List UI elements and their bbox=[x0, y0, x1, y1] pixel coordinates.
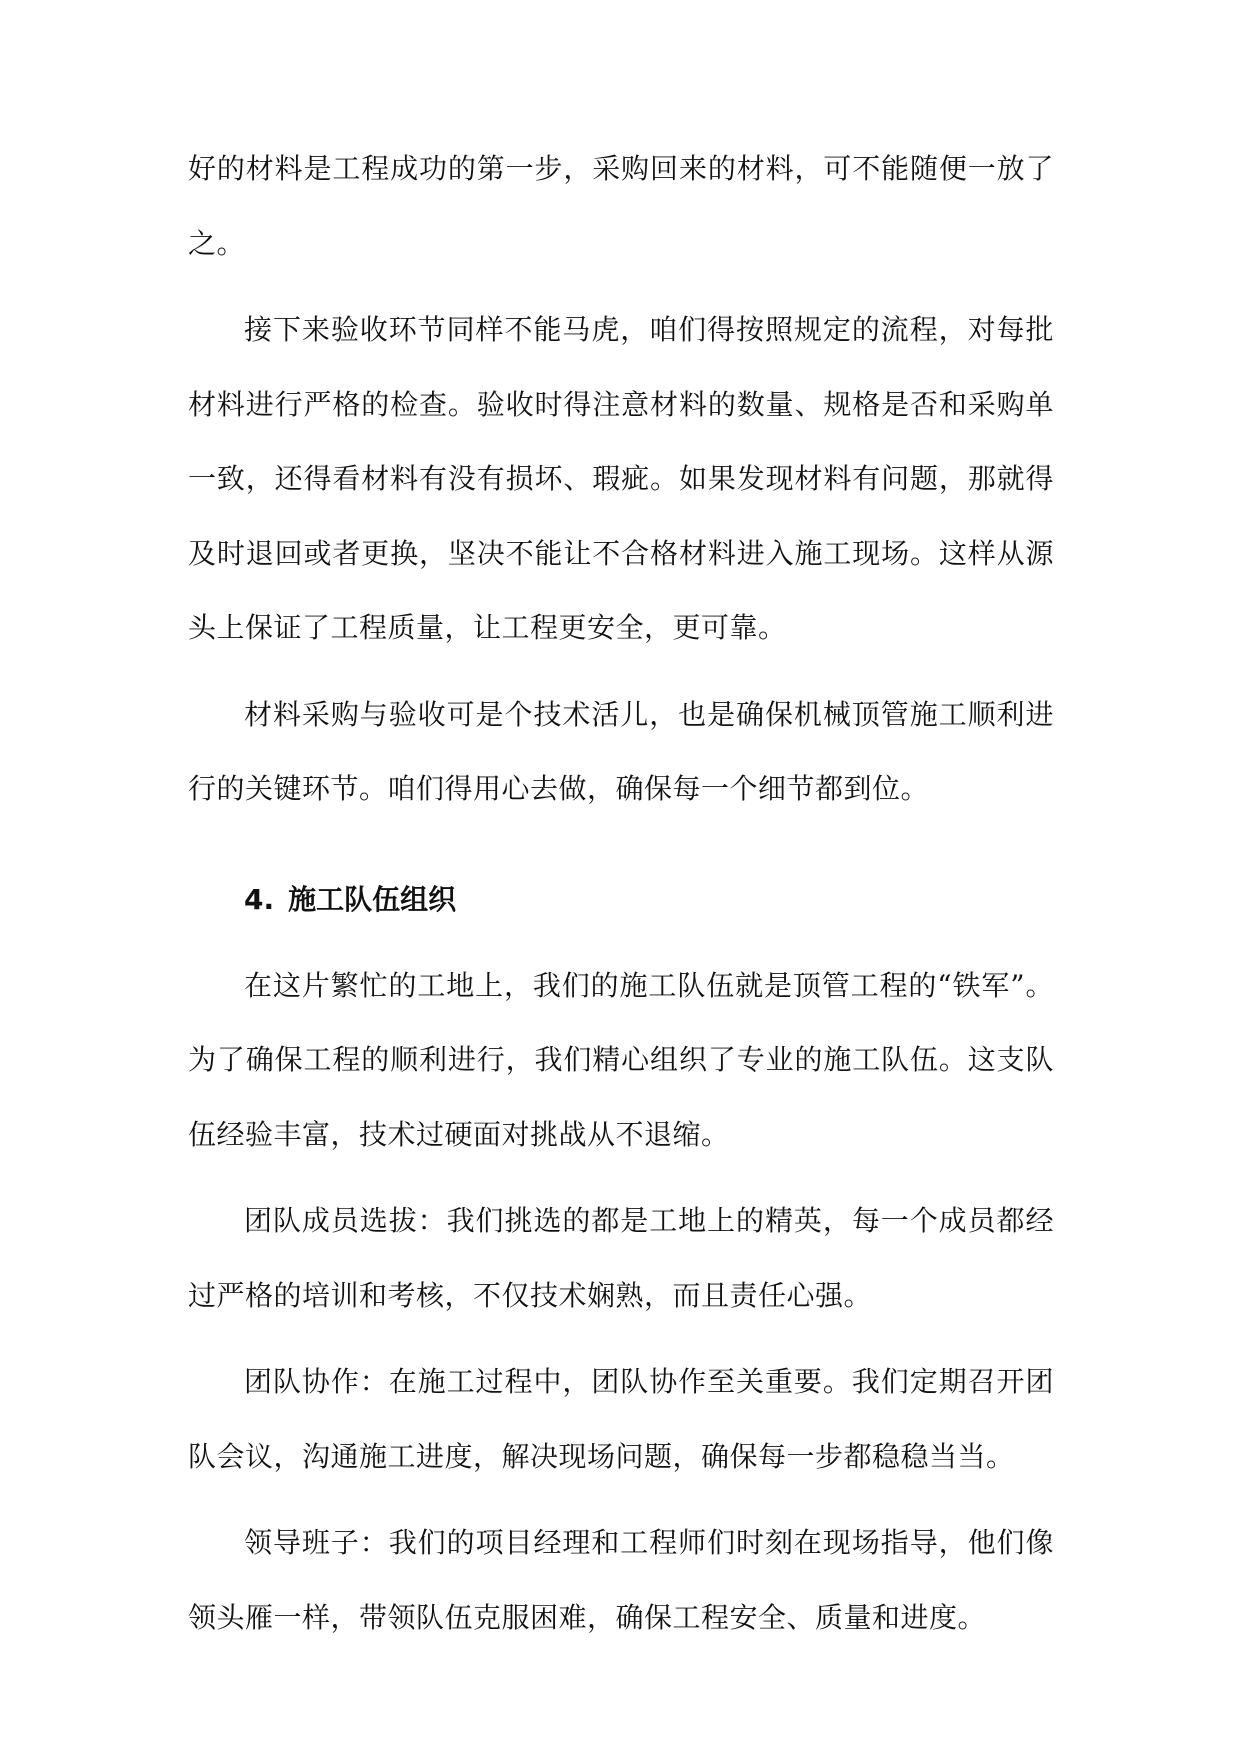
document-body bbox=[188, 132, 1054, 1667]
paragraph-leadership: 领导班子：我们的项目经理和工程师们时刻在现场指导，他们像领头雁一样，带领队伍克服困难，确保工程安全、质量和进度。 bbox=[188, 1526, 1054, 1634]
paragraph-summary: 材料采购与验收可是个技术活儿，也是确保机械顶管施工顺利进行的关键环节。咱们得用心去做，确保每一个细节都到位。 bbox=[188, 697, 1054, 805]
section-title: 施工队伍组织 bbox=[288, 882, 457, 916]
section-number: 4. bbox=[244, 882, 275, 916]
paragraph-team-collaboration: 团队协作：在施工过程中，团队协作至关重要。我们定期召开团队会议，沟通施工进度，解决现场问题，确保每一步都稳稳当当。 bbox=[188, 1365, 1054, 1473]
paragraph-member-selection: 团队成员选拔：我们挑选的都是工地上的精英，每一个成员都经过严格的培训和考核，不仅技术娴熟，而且责任心强。 bbox=[188, 1204, 1054, 1312]
paragraph-continuation: 好的材料是工程成功的第一步，采购回来的材料，可不能随便一放了之。 bbox=[188, 152, 1054, 260]
section-heading bbox=[188, 863, 1054, 937]
paragraph-acceptance: 接下来验收环节同样不能马虎，咱们得按照规定的流程，对每批材料进行严格的检查。验收时得注意材料的数量、规格是否和采购单一致，还得看材料有没有损坏、瑕疵。如果发现材料有问题，那就得及时退回或者更换，坚决不能让不合格材料进入施工现场。这样从源头上保证了工程质量，让工程更安全，更可靠。 bbox=[188, 313, 1054, 644]
paragraph-team-intro: 在这片繁忙的工地上，我们的施工队伍就是顶管工程的“铁军”。为了确保工程的顺利进行，我们精心组织了专业的施工队伍。这支队伍经验丰富，技术过硬面对挑战从不退缩。 bbox=[188, 968, 1054, 1151]
